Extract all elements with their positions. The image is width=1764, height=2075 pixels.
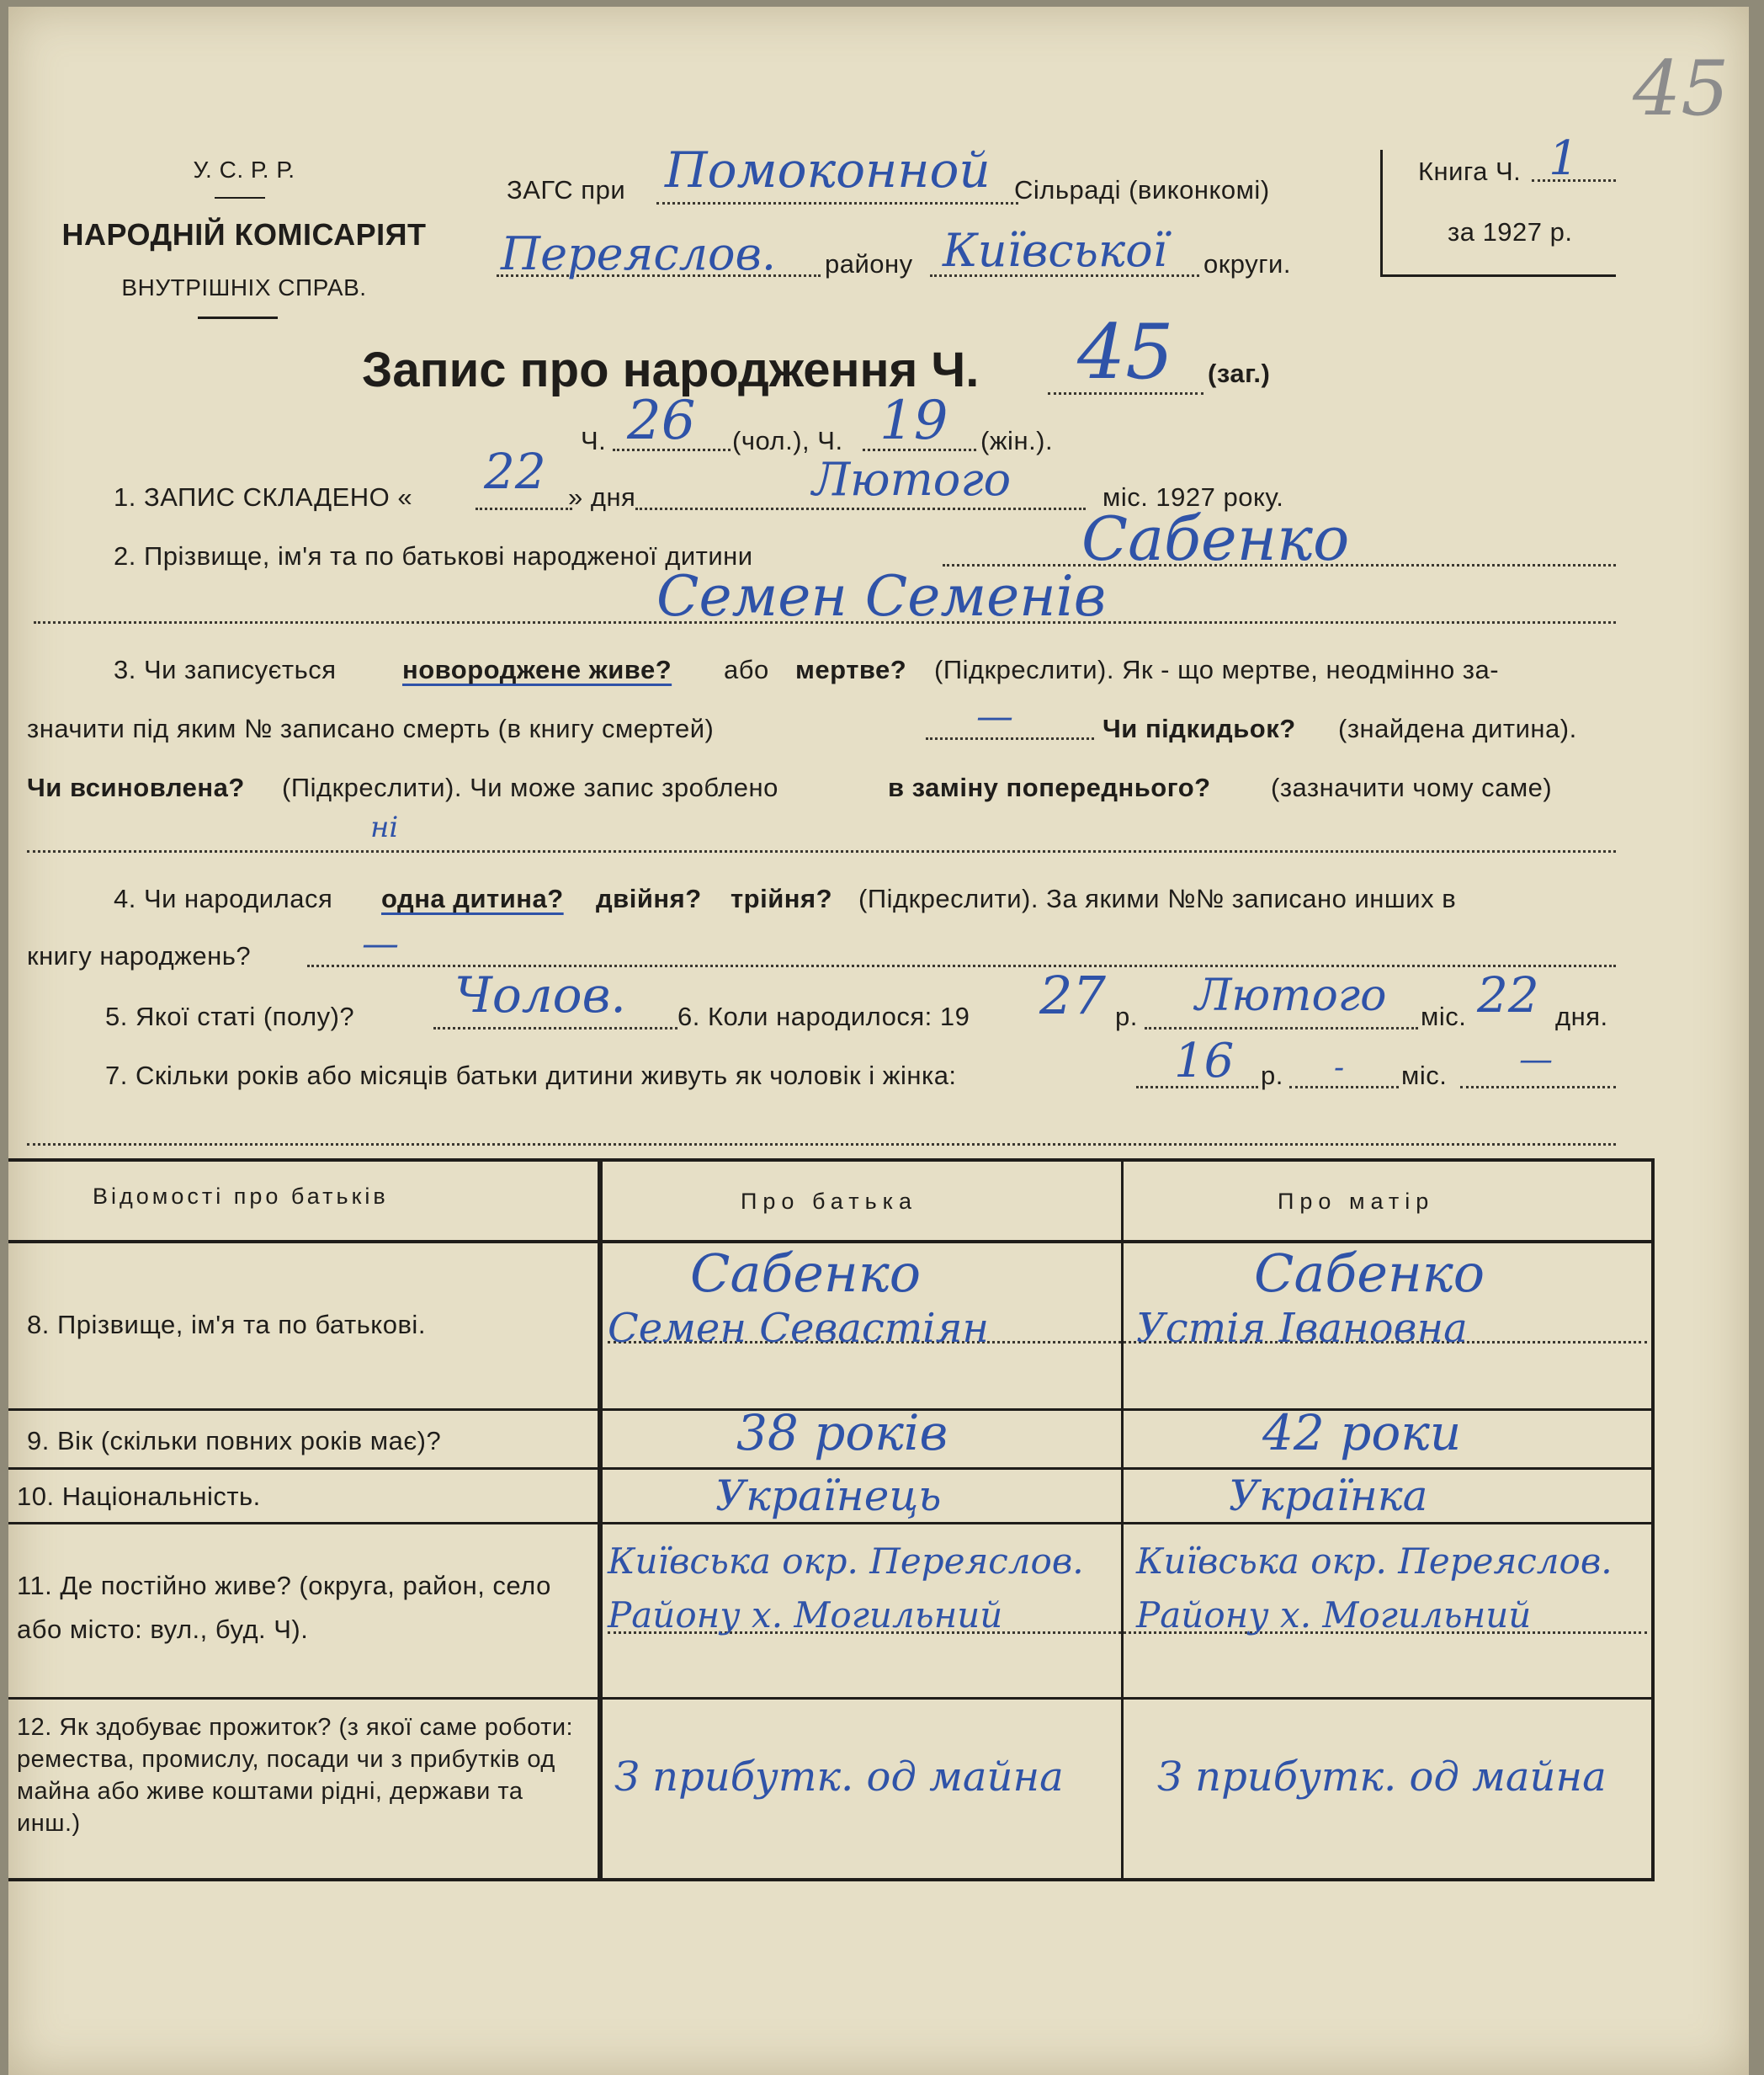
item3-reason: (зазначити чому саме) bbox=[1271, 773, 1553, 802]
item1-label: 1. ЗАПИС СКЛАДЕНО « bbox=[114, 482, 413, 512]
item2-label: 2. Прізвище, ім'я та по батькові народженої дитини bbox=[114, 541, 753, 571]
item5-label: 5. Якої статі (полу)? bbox=[105, 1002, 355, 1031]
item1-day-label: » дня bbox=[568, 482, 636, 512]
table-border bbox=[8, 1878, 1654, 1881]
female-count-handwriting: 19 bbox=[879, 390, 948, 452]
item4-text-line2: книгу народжень? bbox=[27, 941, 252, 971]
child-name-handwriting: Семен Семенів bbox=[656, 564, 1107, 629]
item6-month-field bbox=[1145, 1027, 1418, 1030]
table-header-mother: Про матір bbox=[1278, 1189, 1435, 1214]
item7-label: 7. Скільки років або місяців батьки дитини живуть як чоловік і жінка: bbox=[105, 1061, 957, 1090]
item3-or: або bbox=[724, 655, 769, 684]
mother-nationality-handwriting: Українка bbox=[1229, 1471, 1428, 1520]
row11-label: 11. Де постійно живе? (округа, район, село або місто: вул., буд. Ч). bbox=[17, 1571, 551, 1644]
item3-text: (Підкреслити). Як - що мертве, неодмінно за- bbox=[934, 655, 1500, 684]
district-handwriting: Переяслов. bbox=[501, 227, 777, 280]
title-suffix: (заг.) bbox=[1208, 359, 1271, 388]
item5-handwriting: Чолов. bbox=[454, 966, 626, 1024]
book-number-handwriting: 1 bbox=[1549, 131, 1579, 186]
mother-income-handwriting: З прибутк. од майна bbox=[1157, 1753, 1607, 1801]
book-year-label: за 1927 р. bbox=[1448, 217, 1573, 247]
page-number-handwriting: 45 bbox=[1633, 45, 1729, 133]
female-count-label: (жін.). bbox=[980, 426, 1054, 455]
item6-label: 6. Коли народилося: 19 bbox=[677, 1002, 970, 1031]
item7-months-label: міс. bbox=[1401, 1061, 1448, 1090]
item4-handwriting: — bbox=[362, 923, 399, 966]
item7-months-handwriting: - bbox=[1334, 1051, 1345, 1085]
item3-label: 3. Чи записується bbox=[114, 655, 337, 684]
item6-month-label: міс. bbox=[1421, 1002, 1467, 1031]
item7-years-label: р. bbox=[1261, 1061, 1283, 1090]
item3-foundling: Чи підкидьок? bbox=[1102, 714, 1296, 743]
item4-triplets: трійня? bbox=[731, 884, 833, 913]
father-name-handwriting: Семен Севастіян bbox=[608, 1305, 990, 1352]
mother-residence-handwriting: Київська окр. Переяслов. Району х. Могильний bbox=[1136, 1540, 1613, 1636]
republic-label: У. С. Р. Р. bbox=[193, 157, 295, 183]
item6-year-label: р. bbox=[1115, 1002, 1138, 1031]
table-header-father: Про батька bbox=[741, 1189, 918, 1214]
divider bbox=[215, 197, 265, 199]
district-label: району bbox=[825, 249, 913, 279]
item3-dead: мертве? bbox=[795, 655, 907, 684]
book-box-border bbox=[1380, 274, 1616, 277]
father-residence-handwriting: Київська окр. Переяслов. Району х. Могильний bbox=[608, 1540, 1084, 1636]
record-number-handwriting: 45 bbox=[1077, 308, 1174, 396]
table-column-divider bbox=[598, 1158, 603, 1881]
father-income-handwriting: З прибутк. од майна bbox=[614, 1753, 1064, 1801]
okruha-label: округи. bbox=[1203, 249, 1291, 279]
item3-text-line2: значити під яким № записано смерть (в книгу смертей) bbox=[27, 714, 715, 743]
item6-day-handwriting: 22 bbox=[1477, 966, 1539, 1024]
table-border bbox=[8, 1158, 1654, 1162]
item1-day-field bbox=[476, 508, 572, 510]
row10-label: 10. Національність. bbox=[17, 1482, 261, 1511]
item3-death-handwriting: — bbox=[976, 695, 1013, 738]
item3-adopted: Чи всиновлена? bbox=[27, 773, 245, 802]
document-title: Запис про народження Ч. bbox=[362, 343, 980, 397]
item3-found-child: (знайдена дитина). bbox=[1338, 714, 1577, 743]
item5-field bbox=[433, 1027, 677, 1030]
item7-field-line2 bbox=[27, 1143, 1616, 1146]
mother-age-handwriting: 42 роки bbox=[1262, 1404, 1462, 1461]
item3-newborn-alive: новороджене живе? bbox=[402, 655, 672, 684]
book-label: Книга Ч. bbox=[1418, 157, 1522, 186]
item4-one-child: одна дитина? bbox=[381, 884, 564, 913]
village-field bbox=[656, 202, 1018, 205]
item3-reason-field bbox=[27, 850, 1616, 853]
item1-year-label: міс. 1927 року. bbox=[1102, 482, 1284, 512]
item7-field-end bbox=[1460, 1086, 1616, 1088]
book-box-border bbox=[1380, 150, 1383, 276]
child-surname-handwriting: Сабенко bbox=[1081, 503, 1350, 574]
department-label: ВНУТРІШНІХ СПРАВ. bbox=[121, 274, 367, 301]
male-count-handwriting: 26 bbox=[627, 390, 696, 452]
item7-years-handwriting: 16 bbox=[1174, 1034, 1235, 1088]
item4-twins: двійня? bbox=[596, 884, 702, 913]
item7-dash-handwriting: — bbox=[1519, 1040, 1553, 1079]
item6-month-handwriting: Лютого bbox=[1195, 971, 1387, 1021]
okruha-handwriting: Київської bbox=[943, 224, 1167, 277]
mother-name-handwriting: Устія Івановна bbox=[1136, 1305, 1468, 1352]
item3-text-line3: (Підкреслити). Чи може запис зроблено bbox=[282, 773, 778, 802]
table-border bbox=[1651, 1158, 1655, 1881]
row12-label: 12. Як здобуває прожиток? (з якої саме роботи: ремества, промислу, посади чи з прибутків од майна або живе коштами рідні, держави та инш.) bbox=[17, 1714, 574, 1837]
item3-replacement: в заміну попереднього? bbox=[888, 773, 1211, 802]
item1-day-handwriting: 22 bbox=[484, 443, 546, 500]
mother-surname-handwriting: Сабенко bbox=[1254, 1242, 1485, 1304]
zags-prefix: ЗАГС при bbox=[507, 175, 626, 205]
item6-day-label: дня. bbox=[1555, 1002, 1608, 1031]
table-column-divider bbox=[1121, 1158, 1124, 1881]
item7-months-field bbox=[1289, 1086, 1399, 1088]
item3-answer-handwriting: ні bbox=[370, 811, 399, 844]
table-header-info: Відомості про батьків bbox=[93, 1184, 389, 1209]
item1-month-field bbox=[635, 508, 1086, 510]
selrada-label: Сільраді (виконкомі) bbox=[1014, 175, 1270, 205]
item1-month-handwriting: Лютого bbox=[812, 453, 1012, 506]
item4-label: 4. Чи народилася bbox=[114, 884, 333, 913]
father-age-handwriting: 38 років bbox=[736, 1404, 948, 1461]
village-handwriting: Помоконной bbox=[665, 141, 991, 199]
table-row-divider bbox=[8, 1522, 1654, 1524]
commissariat-label: НАРОДНІЙ КОМІСАРІЯТ bbox=[61, 217, 427, 252]
divider bbox=[198, 317, 278, 319]
birth-record-page bbox=[8, 7, 1749, 2075]
item4-text: (Підкреслити). За якими №№ записано инших в bbox=[858, 884, 1457, 913]
row8-label: 8. Прізвище, ім'я та по батькові. bbox=[27, 1310, 426, 1339]
father-surname-handwriting: Сабенко bbox=[690, 1242, 922, 1304]
table-row-divider bbox=[8, 1467, 1654, 1470]
ch-label: Ч. bbox=[581, 426, 607, 455]
male-count-label: (чол.), Ч. bbox=[732, 426, 843, 455]
father-nationality-handwriting: Українець bbox=[715, 1471, 942, 1520]
item6-year-handwriting: 27 bbox=[1039, 965, 1106, 1026]
table-row-divider bbox=[8, 1697, 1654, 1700]
row9-label: 9. Вік (скільки повних років має)? bbox=[27, 1426, 442, 1455]
